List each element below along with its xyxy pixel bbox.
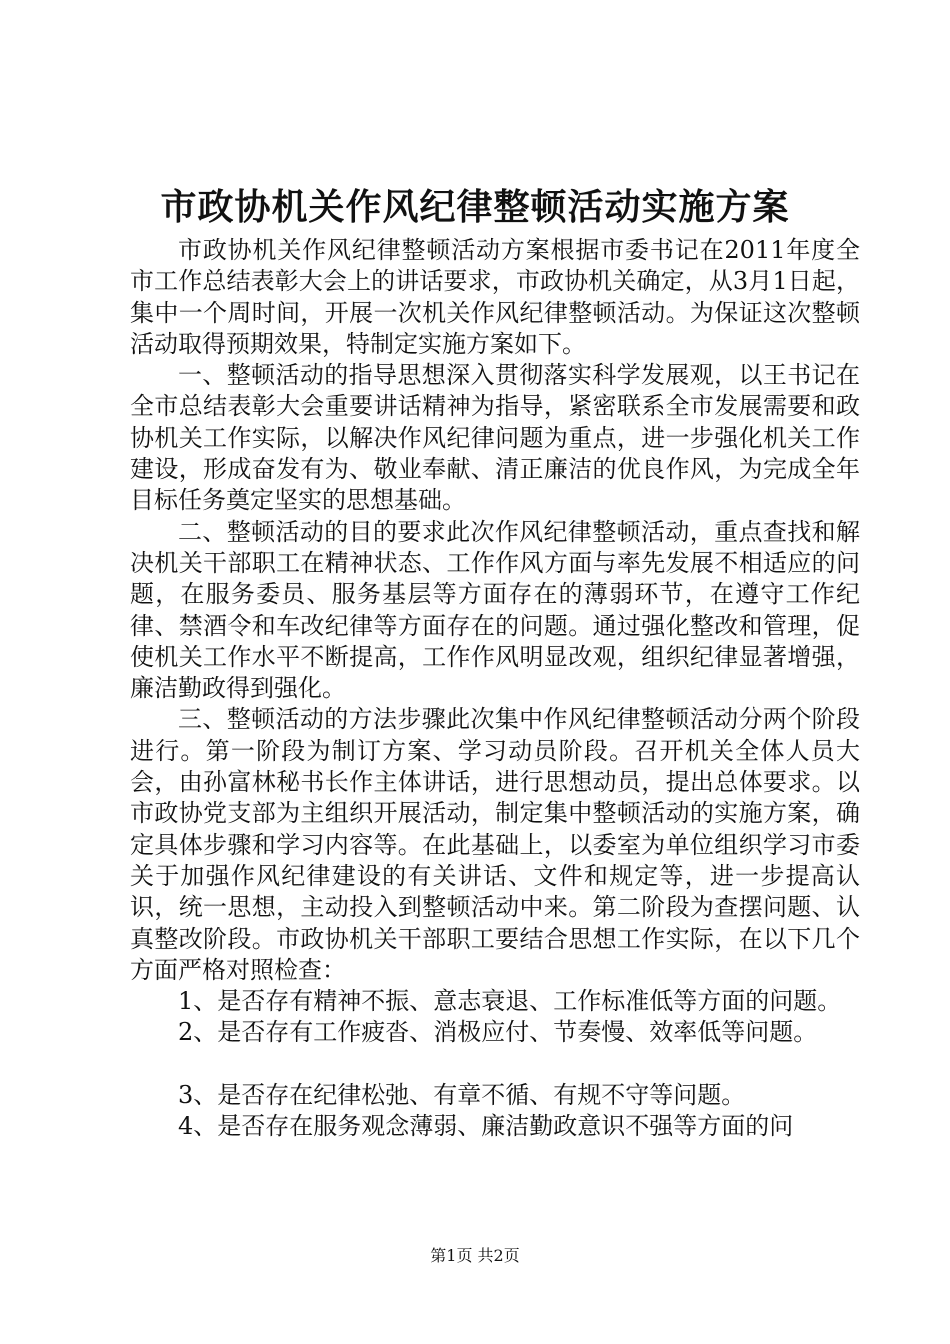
- checklist-item-2: 2、是否存有工作疲沓、消极应付、节奏慢、效率低等问题。: [178, 1018, 818, 1047]
- page-number-footer: 第1页 共2页: [430, 1246, 520, 1265]
- checklist-item-3: 3、是否存在纪律松弛、有章不循、有规不守等问题。: [178, 1080, 746, 1109]
- checklist-item-4: 4、是否存在服务观念薄弱、廉洁勤政意识不强等方面的问: [178, 1112, 794, 1141]
- section-guiding-ideology: 一、整顿活动的指导思想深入贯彻落实科学发展观，以王书记在全市总结表彰大会重要讲话精神为指导，紧密联系全市发展需要和政协机关工作实际，以解决作风纪律问题为重点，进一步强化机关工作建设，形成奋发有为、敬业奉献、清正廉洁的优良作风，为完成全年目标任务奠定坚实的思想基础。: [130, 361, 860, 515]
- document-body: [130, 235, 860, 1142]
- checklist-item-1: 1、是否存有精神不振、意志衰退、工作标准低等方面的问题。: [178, 987, 842, 1016]
- document-title: 市政协机关作风纪律整顿活动实施方案: [160, 186, 790, 228]
- section-methods-steps: 三、整顿活动的方法步骤此次集中作风纪律整顿活动分两个阶段进行。第一阶段为制订方案、学习动员阶段。召开机关全体人员大会，由孙富林秘书长作主体讲话，进行思想动员，提出总体要求。以市政协党支部为主组织开展活动，制定集中整顿活动的实施方案，确定具体步骤和学习内容等。在此基础上，以委室为单位组织学习市委关于加强作风纪律建设的有关讲话、文件和规定等，进一步提高认识，统一思想，主动投入到整顿活动中来。第二阶段为查摆问题、认真整改阶段。市政协机关干部职工要结合思想工作实际，在以下几个方面严格对照检查：: [130, 705, 860, 984]
- section-objectives: 二、整顿活动的目的要求此次作风纪律整顿活动，重点查找和解决机关干部职工在精神状态、工作作风方面与率先发展不相适应的问题，在服务委员、服务基层等方面存在的薄弱环节，在遵守工作纪律、禁酒令和车改纪律等方面存在的问题。通过强化整改和管理，促使机关工作水平不断提高，工作作风明显改观，组织纪律显著增强，廉洁勤政得到强化。: [130, 517, 860, 703]
- intro-paragraph: 市政协机关作风纪律整顿活动方案根据市委书记在2011年度全市工作总结表彰大会上的讲话要求，市政协机关确定，从3月1日起，集中一个周时间，开展一次机关作风纪律整顿活动。为保证这次整顿活动取得预期效果，特制定实施方案如下。: [130, 236, 860, 358]
